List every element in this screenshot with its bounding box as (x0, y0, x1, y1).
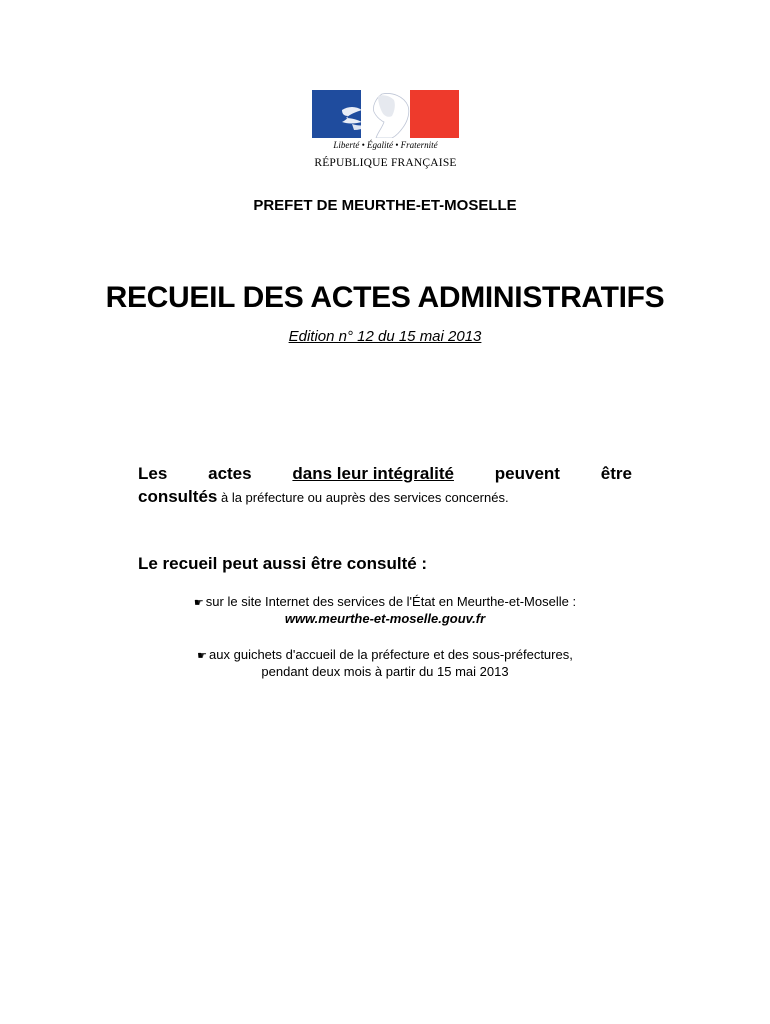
consult-item-line (0, 594, 770, 611)
consult-item-text: sur le site Internet des services de l'État en Meurthe-et-Moselle : (205, 594, 577, 609)
notice-word: actes (208, 464, 252, 483)
edition-line (0, 328, 770, 346)
marianne-flag-logo (312, 90, 459, 138)
pointing-hand-icon: ☛ (197, 649, 208, 662)
document-title: RECUEIL DES ACTES ADMINISTRATIFS (105, 281, 665, 314)
consult-item-line (0, 647, 770, 664)
notice-emphasis: dans leur intégralité (292, 464, 454, 483)
website-url: www.meurthe-et-moselle.gouv.fr (284, 611, 486, 626)
notice-line-1 (138, 462, 632, 486)
edition-text: Edition n° 12 du 15 mai 2013 (288, 328, 482, 345)
notice-word: être (600, 464, 632, 483)
republique-francaise-logo (312, 90, 459, 174)
consult-item-text: aux guichets d'accueil de la préfecture et des sous-préfectures, (209, 647, 573, 662)
notice-word: peuvent (494, 464, 560, 483)
republique-francaise-label: RÉPUBLIQUE FRANÇAISE (314, 157, 457, 169)
notice-word: Les (138, 464, 168, 483)
motto: Liberté • Égalité • Fraternité (333, 140, 438, 150)
consult-item-website (0, 594, 770, 627)
consult-item-line-2: pendant deux mois à partir du 15 mai 2013 (261, 664, 509, 679)
consult-heading: Le recueil peut aussi être consulté : (138, 554, 428, 573)
notice-rest: à la préfecture ou auprès des services concernés. (217, 490, 509, 505)
consult-item-guichets (0, 647, 770, 680)
notice-paragraph (138, 462, 632, 509)
prefet-heading: PREFET DE MEURTHE-ET-MOSELLE (253, 197, 517, 214)
pointing-hand-icon: ☛ (193, 596, 204, 609)
notice-bold-word: consultés (138, 487, 218, 506)
notice-line-2 (138, 486, 632, 509)
